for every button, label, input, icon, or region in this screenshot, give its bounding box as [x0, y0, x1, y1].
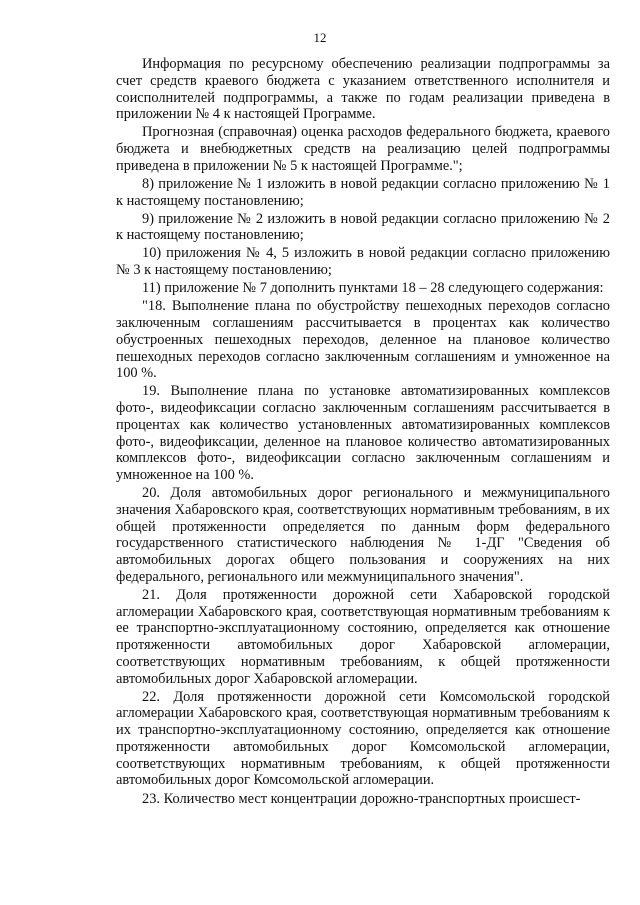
- page-number: 12: [313, 30, 327, 45]
- paragraph-point-20: 20. Доля автомобильных дорог регионального и межмуниципального значения Хабаровского края, соответствующих нормативным требованиям, в их общей протяженности определяется по данным форм федерального государственного статистического наблюдения № 1-ДГ "Сведения об автомобильных дорогах общего пользования и сооружениях на них федерального, регионального или межмуниципального значения".: [116, 485, 610, 585]
- paragraph-item-8: 8) приложение № 1 изложить в новой редакции согласно приложению № 1 к настоящему постановлению;: [116, 175, 610, 209]
- paragraph-item-11: 11) приложение № 7 дополнить пунктами 18 – 28 следующего содержания:: [142, 280, 604, 297]
- paragraph-point-21: 21. Доля протяженности дорожной сети Хабаровской городской агломерации Хабаровского края, соответствующая нормативным требованиям к ее транспортно-эксплуатационному состоянию, определяется как отношение протяженности автомобильных дорог Хабаровской агломерации, соответствующих нормативным требованиям, к общей протяженности автомобильных дорог Хабаровской агломерации.: [116, 586, 610, 687]
- paragraph-point-18: "18. Выполнение плана по обустройству пешеходных переходов согласно заключенным соглашениям рассчитывается в процентах как количество обустроенных пешеходных переходов, деленное на плановое количество пешеходных переходов согласно заключенным соглашениям и умноженное на 100 %.: [116, 298, 610, 382]
- paragraph-point-22: 22. Доля протяженности дорожной сети Комсомольской городской агломерации Хабаровского края, соответствующая нормативным требованиям к их транспортно-эксплуатационному состоянию, определяется как отношение протяженности автомобильных дорог Комсомольской агломерации, соответствующих нормативным требованиям, к общей протяженности автомобильных дорог Комсомольской агломерации.: [116, 688, 610, 789]
- paragraph-resource-info: Информация по ресурсному обеспечению реализации подпрограммы за счет средств краевого бюджета с указанием ответственного исполнителя и соисполнителей подпрограммы, а также по годам реализации приведена в приложении № 4 к настоящей Программе.: [116, 56, 610, 123]
- body-text: [116, 56, 610, 809]
- paragraph-item-9: 9) приложение № 2 изложить в новой редакции согласно приложению № 2 к настоящему постановлению;: [116, 210, 610, 244]
- paragraph-point-19: 19. Выполнение плана по установке автоматизированных комплексов фото-, видеофиксации согласно заключенным соглашениям рассчитывается в процентах как количество установленных автоматизированных комплексов фото-, видеофиксации, деленное на плановое количество автоматизированных комплексов фото-, видеофиксации согласно заключенным соглашениям и умноженное на 100 %.: [116, 383, 610, 484]
- paragraph-point-23: 23. Количество мест концентрации дорожно-транспортных происшест-: [142, 790, 581, 807]
- paragraph-item-10: 10) приложения № 4, 5 изложить в новой редакции согласно приложению № 3 к настоящему постановлению;: [116, 245, 610, 279]
- paragraph-forecast-estimate: Прогнозная (справочная) оценка расходов федерального бюджета, краевого бюджета и внебюджетных средств на реализацию целей подпрограммы приведена в приложении № 5 к настоящей Программе.";: [116, 124, 610, 174]
